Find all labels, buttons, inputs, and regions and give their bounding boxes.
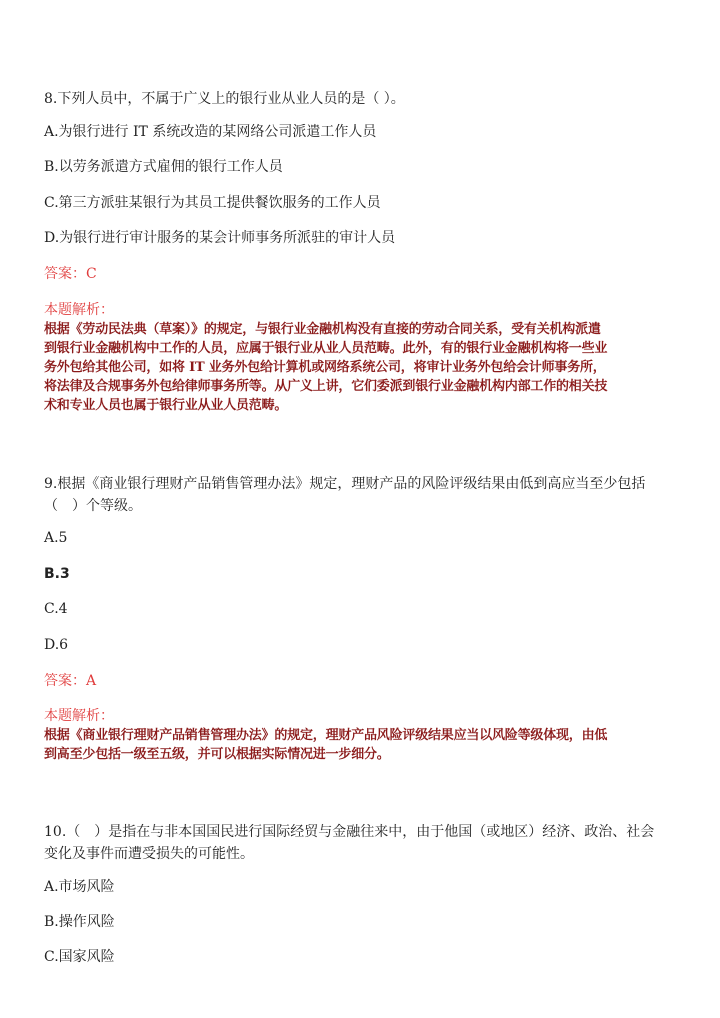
q10-question-line: 10.（ ）是指在与非本国国民进行国际经贸与金融往来中，由于他国（或地区）经济、政治、社会	[44, 824, 655, 840]
q8-option-a: A.为银行进行 IT 系统改造的某网络公司派遣工作人员	[44, 124, 377, 140]
q10-option-c: C.国家风险	[44, 949, 115, 965]
q9-option-d: D.6	[44, 637, 69, 653]
q9-analysis-body	[44, 726, 684, 764]
question-10-text	[44, 821, 684, 865]
q10-option-a: A.市场风险	[44, 879, 115, 895]
question-8-text: 8.下列人员中，不属于广义上的银行业从业人员的是（ ）。	[44, 91, 405, 107]
q9-option-c: C.4	[44, 601, 68, 617]
q8-analysis-line: 务外包给其他公司，如将 IT 业务外包给计算机或网络系统公司，将审计业务外包给会计师事务所，	[44, 360, 606, 375]
q10-question-line: 变化及事件而遭受损失的可能性。	[44, 846, 254, 862]
q9-analysis-line: 到高至少包括一级至五级，并可以根据实际情况进一步细分。	[44, 747, 390, 762]
q9-option-b: B.3	[44, 566, 70, 582]
q8-option-c: C.第三方派驻某银行为其员工提供餐饮服务的工作人员	[44, 195, 381, 211]
q8-option-d: D.为银行进行审计服务的某会计师事务所派驻的审计人员	[44, 230, 396, 246]
q9-analysis-line: 根据《商业银行理财产品销售管理办法》的规定，理财产品风险评级结果应当以风险等级体现，由低	[44, 728, 608, 743]
q9-question-line: 9.根据《商业银行理财产品销售管理办法》规定，理财产品的风险评级结果由低到高应当至少包括	[44, 476, 646, 492]
q8-analysis-title: 本题解析：	[44, 302, 114, 318]
q10-option-b: B.操作风险	[44, 914, 115, 930]
q8-analysis-body	[44, 320, 684, 415]
q8-analysis-line: 根据《劳动民法典（草案）》的规定，与银行业金融机构没有直接的劳动合同关系，受有关机构派遣	[44, 322, 601, 337]
q8-analysis-line: 到银行业金融机构中工作的人员，应属于银行业从业人员范畴。此外，有的银行业金融机构将一些业	[44, 341, 608, 356]
q8-answer: 答案：C	[44, 266, 97, 282]
q8-analysis-line: 将法律及合规事务外包给律师事务所等。从广义上讲，它们委派到银行业金融机构内部工作的相关技	[44, 379, 608, 394]
q8-analysis-line: 术和专业人员也属于银行业从业人员范畴。	[44, 398, 288, 413]
question-9-text	[44, 473, 684, 517]
q9-analysis-title: 本题解析：	[44, 708, 114, 724]
q8-option-b: B.以劳务派遣方式雇佣的银行工作人员	[44, 159, 283, 175]
q9-option-a: A.5	[44, 530, 68, 546]
q9-question-line: （ ）个等级。	[44, 498, 142, 514]
q9-answer: 答案：A	[44, 673, 97, 689]
